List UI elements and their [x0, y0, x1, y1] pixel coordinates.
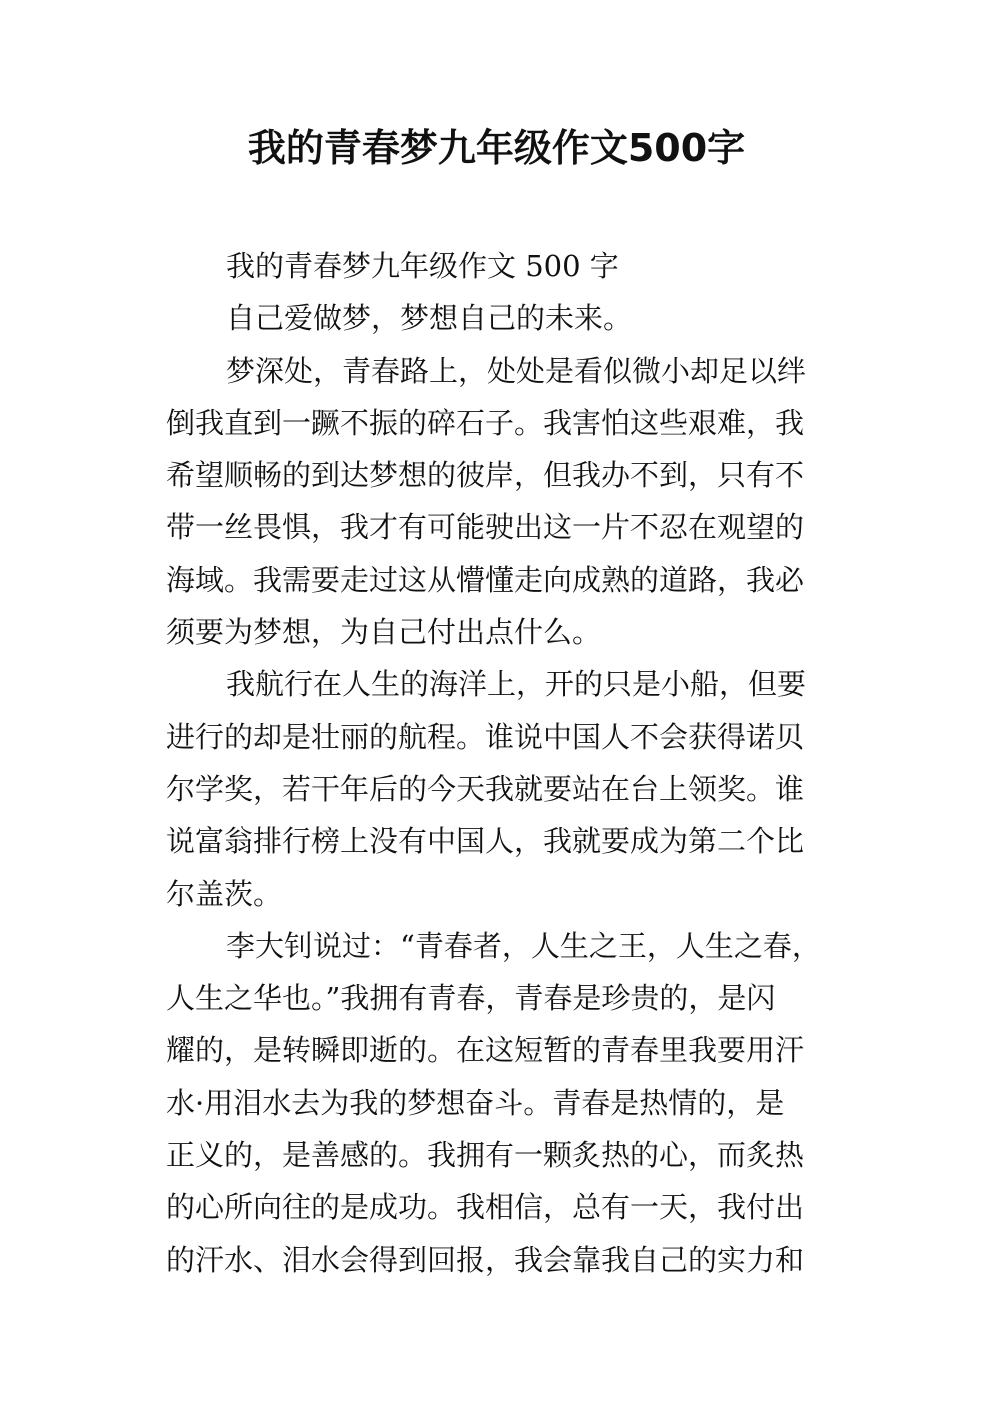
body-line: 正义的，是善感的。我拥有一颗炙热的心，而炙热: [166, 1138, 805, 1173]
body-line: 我的青春梦九年级作文 500 字: [226, 249, 619, 283]
body-line: 水·用泪水去为我的梦想奋斗。青春是热情的，是: [166, 1085, 785, 1120]
body-line: 希望顺畅的到达梦想的彼岸，但我办不到，只有不: [166, 458, 805, 493]
body-line: 自己爱做梦，梦想自己的未来。: [226, 301, 633, 336]
body-line: 倒我直到一蹶不振的碎石子。我害怕这些艰难，我: [166, 405, 805, 440]
body-line: 尔盖茨。: [166, 876, 283, 911]
body-line: 李大钊说过：“青春者，人生之王，人生之春，: [226, 928, 821, 963]
body-line: 进行的却是壮丽的航程。谁说中国人不会获得诺贝: [166, 719, 805, 754]
body-line: 海域。我需要走过这从懵懂走向成熟的道路，我必: [166, 562, 805, 597]
document-title: 我的青春梦九年级作文500字: [247, 126, 746, 170]
body-line: 人生之华也。”我拥有青春，青春是珍贵的，是闪: [166, 981, 776, 1016]
body-line: 说富翁排行榜上没有中国人，我就要成为第二个比: [166, 824, 805, 859]
body-line: 耀的，是转瞬即逝的。在这短暂的青春里我要用汗: [166, 1033, 805, 1068]
body-line: 须要为梦想，为自己付出点什么。: [166, 615, 602, 650]
body-line: 尔学奖，若干年后的今天我就要站在台上领奖。谁: [166, 771, 805, 806]
body-line: 带一丝畏惧，我才有可能驶出这一片不忍在观望的: [166, 510, 805, 545]
document-body: [166, 240, 826, 1286]
body-line: 梦深处，青春路上，处处是看似微小却足以绊: [226, 353, 807, 388]
body-line: 的汗水、泪水会得到回报，我会靠我自己的实力和: [166, 1242, 805, 1277]
body-line: 的心所向往的是成功。我相信，总有一天，我付出: [166, 1190, 805, 1225]
body-line: 我航行在人生的海洋上，开的只是小船，但要: [226, 667, 807, 702]
